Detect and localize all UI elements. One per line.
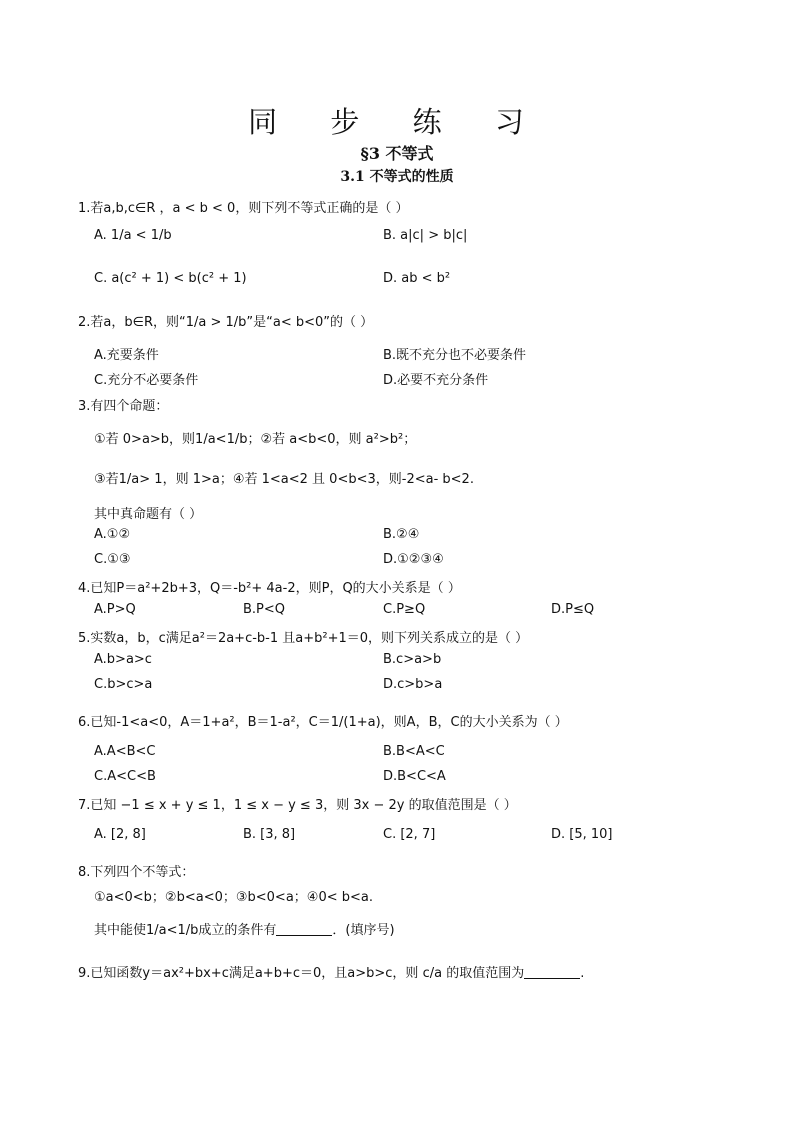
- question-6-stem: 6.已知-1<a<0，A＝1+a²，B＝1-a²，C＝1/(1+a)，则A，B，C的大小关系为（ ）: [78, 715, 568, 730]
- question-5-option-a: A.b>a>c: [94, 652, 152, 667]
- question-5-stem: 5.实数a，b，c满足a²＝2a+c-b-1 且a+b²+1＝0，则下列关系成立的是（ ）: [78, 631, 529, 646]
- question-7-option-d: D. [5, 10]: [551, 827, 613, 842]
- question-2-option-d: D.必要不充分条件: [383, 373, 489, 388]
- question-3-line-3: 其中真命题有（ ）: [94, 507, 203, 522]
- question-4-option-c: C.P≥Q: [383, 602, 426, 617]
- question-7-stem: 7.已知 −1 ≤ x + y ≤ 1，1 ≤ x − y ≤ 3，则 3x − 2y 的取值范围是（ ）: [78, 798, 517, 813]
- question-2-option-b: B.既不充分也不必要条件: [383, 348, 527, 363]
- question-3-option-d: D.①②③④: [383, 552, 444, 567]
- subsection-heading: 3.1 不等式的性质: [340, 169, 454, 185]
- question-1-option-b: B. a|c| > b|c|: [383, 228, 468, 243]
- question-5-option-d: D.c>b>a: [383, 677, 443, 692]
- question-5-option-c: C.b>c>a: [94, 677, 153, 692]
- page-title: 同 步 练 习: [248, 105, 546, 139]
- question-2-stem: 2.若a，b∈R，则“1/a > 1/b”是“a< b<0”的（ ）: [78, 315, 374, 330]
- question-1-option-c: C. a(c² + 1) < b(c² + 1): [94, 271, 247, 286]
- question-9-text: 9.已知函数y＝ax²+bx+c满足a+b+c＝0，且a>b>c，则: [78, 966, 419, 981]
- question-3-line-1: ①若 0>a>b，则1/a<1/b；②若 a<b<0，则 a²>b²；: [94, 432, 417, 447]
- question-8-line-1: ①a<0<b；②b<a<0；③b<0<a；④0< b<a.: [94, 890, 373, 905]
- question-6-option-d: D.B<C<A: [383, 769, 446, 784]
- question-9-stem: [78, 962, 584, 981]
- question-4-option-d: D.P≤Q: [551, 602, 595, 617]
- question-8-answer-blank[interactable]: [276, 922, 332, 936]
- question-9-fraction: c/a: [422, 966, 443, 981]
- question-8-line-2: [94, 919, 395, 938]
- question-4-option-b: B.P<Q: [243, 602, 286, 617]
- question-4-option-a: A.P>Q: [94, 602, 136, 617]
- question-3-line-2: ③若1/a> 1，则 1>a；④若 1<a<2 且 0<b<3，则-2<a- b<2.: [94, 472, 474, 487]
- question-3-stem: 3.有四个命题：: [78, 399, 169, 414]
- question-1-option-a: A. 1/a < 1/b: [94, 228, 172, 243]
- question-7-option-c: C. [2, 7]: [383, 827, 436, 842]
- question-8-stem: 8.下列四个不等式：: [78, 865, 195, 880]
- question-6-option-a: A.A<B<C: [94, 744, 156, 759]
- question-9-end: .: [580, 966, 585, 981]
- question-3-option-a: A.①②: [94, 527, 131, 542]
- question-3-option-b: B.②④: [383, 527, 420, 542]
- question-6-option-c: C.A<C<B: [94, 769, 156, 784]
- question-8-suffix: ．(填序号): [332, 923, 395, 938]
- question-1-stem: 1.若a,b,c∈R ，a < b < 0，则下列不等式正确的是（ ）: [78, 201, 409, 216]
- question-3-option-c: C.①③: [94, 552, 131, 567]
- question-1-option-d: D. ab < b²: [383, 271, 451, 286]
- question-9-tail: 的取值范围为: [446, 966, 525, 981]
- section-heading: §3 不等式: [360, 144, 434, 163]
- question-9-answer-blank[interactable]: [524, 965, 580, 979]
- question-4-stem: 4.已知P＝a²+2b+3，Q＝-b²+ 4a-2，则P，Q的大小关系是（ ）: [78, 581, 461, 596]
- question-7-option-b: B. [3, 8]: [243, 827, 296, 842]
- question-5-option-b: B.c>a>b: [383, 652, 442, 667]
- question-7-option-a: A. [2, 8]: [94, 827, 146, 842]
- question-6-option-b: B.B<A<C: [383, 744, 445, 759]
- question-2-option-c: C.充分不必要条件: [94, 373, 199, 388]
- question-2-option-a: A.充要条件: [94, 348, 159, 363]
- question-8-prompt: 其中能使1/a<1/b成立的条件有: [94, 923, 277, 938]
